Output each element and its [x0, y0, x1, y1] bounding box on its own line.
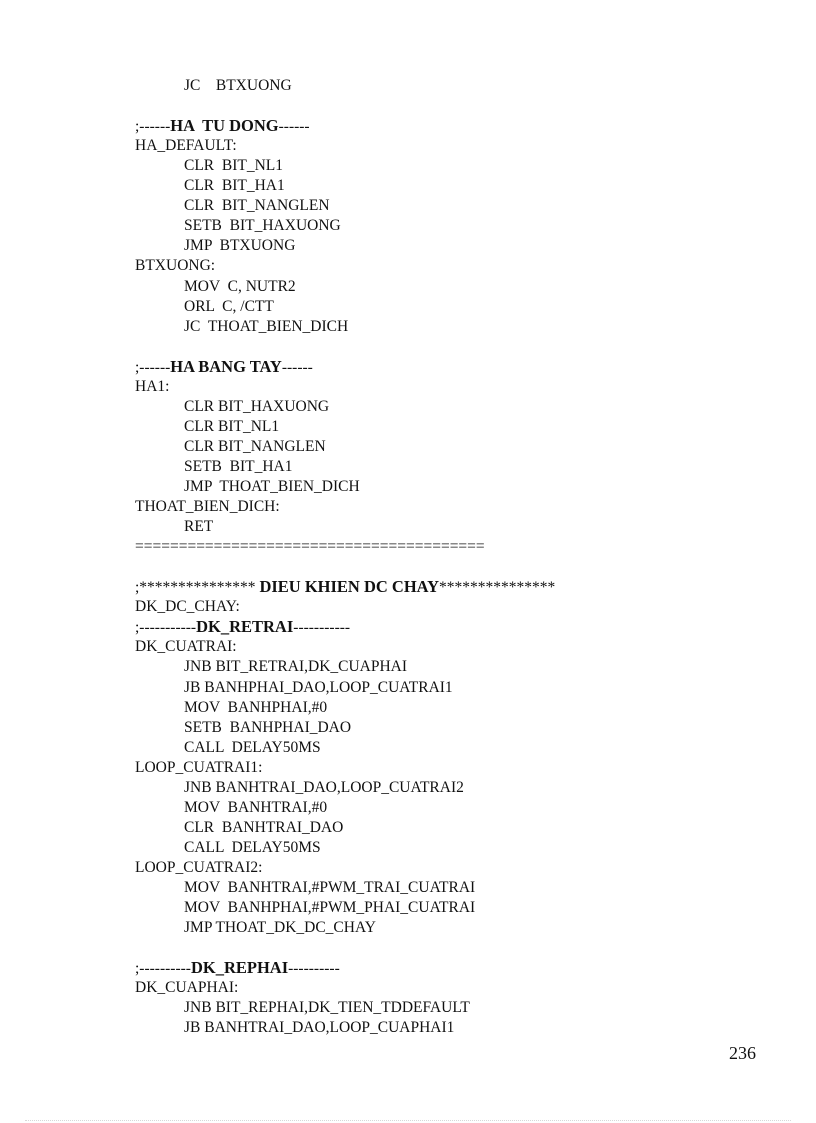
- code-line: JNB BIT_REPHAI,DK_TIEN_TDDEFAULT: [184, 999, 470, 1017]
- code-line: JMP BTXUONG: [184, 237, 296, 255]
- code-line: DK_DC_CHAY:: [135, 598, 240, 616]
- heading-title: DIEU KHIEN DC CHAY: [259, 577, 439, 597]
- heading-title: DK_RETRAI: [196, 617, 294, 637]
- code-line: JB BANHPHAI_DAO,LOOP_CUATRAI1: [184, 678, 453, 696]
- code-line: LOOP_CUATRAI2:: [135, 858, 263, 876]
- code-line: LOOP_CUATRAI1:: [135, 758, 263, 776]
- code-line: HA1:: [135, 377, 170, 395]
- code-line: CLR BIT_NANGLEN: [184, 197, 330, 215]
- heading-suffix: ***************: [438, 579, 556, 597]
- page-number: 236: [729, 1043, 756, 1063]
- code-line: ========================================: [135, 538, 485, 556]
- code-line: MOV BANHPHAI,#PWM_PHAI_CUATRAI: [184, 899, 476, 917]
- heading-prefix: ;-----------: [135, 619, 197, 637]
- page-bottom-divider: [25, 1120, 791, 1121]
- code-line: RET: [184, 518, 214, 536]
- code-line: JNB BIT_RETRAI,DK_CUAPHAI: [184, 658, 408, 676]
- code-line: CALL DELAY50MS: [184, 738, 321, 756]
- code-line: DK_CUAPHAI:: [135, 979, 239, 997]
- heading-prefix: ;***************: [135, 579, 260, 597]
- section-heading: [135, 617, 350, 637]
- code-line: THOAT_BIEN_DICH:: [135, 498, 280, 516]
- heading-title: HA TU DONG: [170, 116, 279, 136]
- code-line: CLR BIT_NANGLEN: [184, 437, 326, 455]
- code-line: SETB BANHPHAI_DAO: [184, 718, 352, 736]
- code-line: MOV BANHTRAI,#0: [184, 798, 328, 816]
- heading-prefix: ;------: [135, 358, 171, 376]
- code-line: JC BTXUONG: [184, 77, 292, 94]
- code-line: CLR BIT_NL1: [184, 417, 280, 435]
- section-heading: [135, 116, 310, 136]
- heading-title: HA BANG TAY: [170, 356, 282, 376]
- code-line: CALL DELAY50MS: [184, 838, 321, 856]
- code-line: SETB BIT_HAXUONG: [184, 217, 341, 235]
- code-line: CLR BIT_HAXUONG: [184, 397, 330, 415]
- heading-suffix: ------: [278, 118, 310, 136]
- code-line: ORL C, /CTT: [184, 297, 274, 315]
- code-line: SETB BIT_HA1: [184, 457, 293, 475]
- code-line: MOV BANHTRAI,#PWM_TRAI_CUATRAI: [184, 879, 476, 896]
- code-line: CLR BIT_NL1: [184, 157, 284, 175]
- code-line: JC THOAT_BIEN_DICH: [184, 317, 349, 335]
- heading-suffix: ------: [281, 358, 313, 376]
- code-line: JB BANHTRAI_DAO,LOOP_CUAPHAI1: [184, 1019, 455, 1037]
- code-line: CLR BIT_HA1: [184, 177, 285, 195]
- section-heading: [135, 958, 340, 978]
- heading-suffix: -----------: [293, 619, 351, 637]
- heading-prefix: ;----------: [135, 960, 191, 978]
- section-heading: [135, 577, 555, 597]
- code-line: JMP THOAT_BIEN_DICH: [184, 478, 360, 495]
- code-line: JNB BANHTRAI_DAO,LOOP_CUATRAI2: [184, 778, 464, 796]
- code-line: DK_CUATRAI:: [135, 638, 237, 656]
- code-line: HA_DEFAULT:: [135, 137, 237, 155]
- code-line: CLR BANHTRAI_DAO: [184, 818, 344, 836]
- code-line: MOV C, NUTR2: [184, 277, 296, 295]
- code-line: MOV BANHPHAI,#0: [184, 698, 328, 716]
- code-line: BTXUONG:: [135, 257, 216, 275]
- heading-prefix: ;------: [135, 118, 171, 136]
- section-heading: [135, 357, 313, 377]
- code-line: JMP THOAT_DK_DC_CHAY: [184, 919, 376, 937]
- heading-suffix: ----------: [288, 960, 340, 978]
- heading-title: DK_REPHAI: [190, 958, 289, 978]
